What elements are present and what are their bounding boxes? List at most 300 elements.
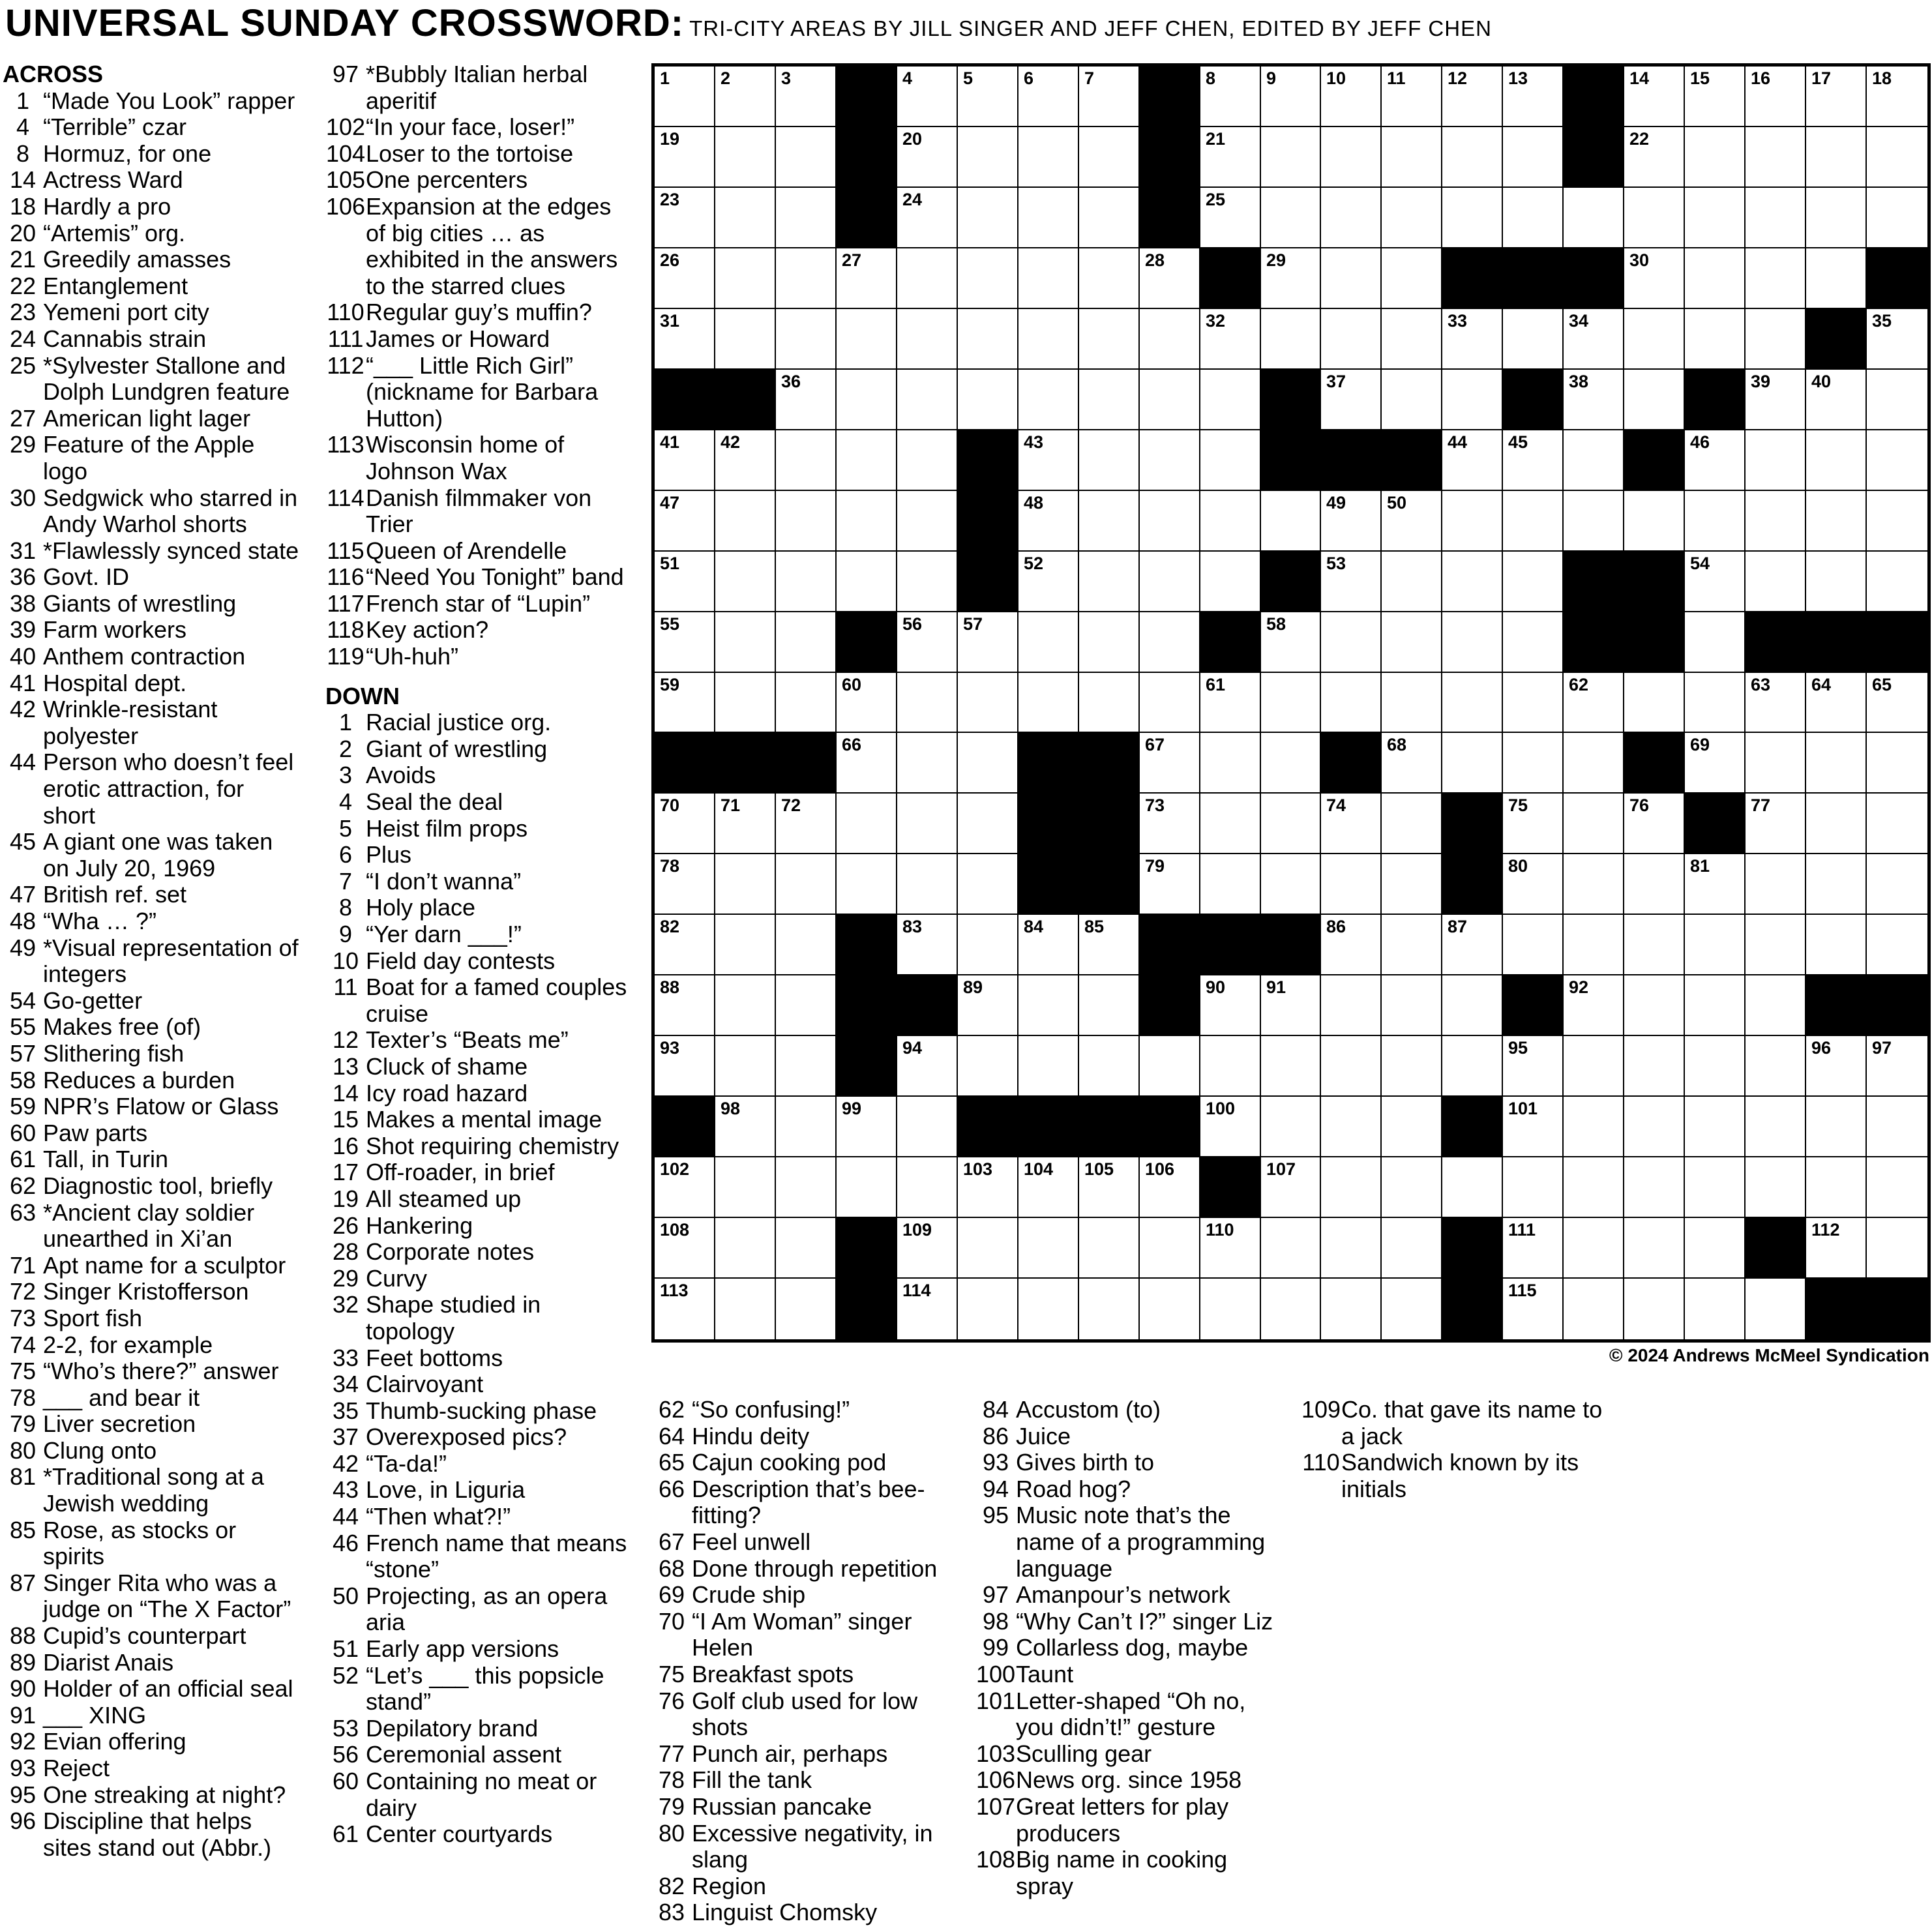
- grid-cell[interactable]: [897, 1036, 958, 1097]
- grid-cell[interactable]: [1261, 1157, 1321, 1218]
- grid-cell[interactable]: [1261, 491, 1321, 552]
- grid-cell[interactable]: [1200, 552, 1261, 612]
- grid-cell[interactable]: [1442, 915, 1503, 975]
- grid-cell[interactable]: [1261, 975, 1321, 1036]
- grid-cell[interactable]: [1200, 1036, 1261, 1097]
- grid-cell[interactable]: [715, 491, 776, 552]
- grid-cell[interactable]: [776, 67, 837, 127]
- grid-cell[interactable]: [897, 309, 958, 370]
- grid-cell[interactable]: [1503, 491, 1564, 552]
- grid-cell[interactable]: [1079, 188, 1140, 248]
- grid-cell[interactable]: [1079, 430, 1140, 491]
- grid-cell[interactable]: [1140, 1218, 1200, 1279]
- grid-cell[interactable]: [1867, 1218, 1927, 1279]
- grid-cell[interactable]: [1321, 552, 1382, 612]
- grid-cell[interactable]: [1321, 915, 1382, 975]
- grid-cell[interactable]: [776, 612, 837, 673]
- grid-cell[interactable]: [1382, 127, 1442, 188]
- grid-cell[interactable]: [1685, 309, 1746, 370]
- grid-cell[interactable]: [1442, 309, 1503, 370]
- grid-cell[interactable]: [1685, 1157, 1746, 1218]
- grid-cell[interactable]: [1685, 248, 1746, 309]
- grid-cell[interactable]: [1624, 1279, 1685, 1339]
- grid-cell[interactable]: [1321, 673, 1382, 733]
- grid-cell[interactable]: [1746, 67, 1806, 127]
- grid-cell[interactable]: [1261, 612, 1321, 673]
- grid-cell[interactable]: [715, 430, 776, 491]
- grid-cell[interactable]: [1564, 370, 1624, 430]
- grid-cell[interactable]: [897, 248, 958, 309]
- grid-cell[interactable]: [1503, 1157, 1564, 1218]
- grid-cell[interactable]: [1503, 188, 1564, 248]
- grid-cell[interactable]: [1746, 1157, 1806, 1218]
- grid-cell[interactable]: [897, 1279, 958, 1339]
- grid-cell[interactable]: [1382, 794, 1442, 854]
- grid-cell[interactable]: [1806, 188, 1867, 248]
- grid-cell[interactable]: [1321, 854, 1382, 915]
- grid-cell[interactable]: [1564, 1218, 1624, 1279]
- grid-cell[interactable]: [1382, 612, 1442, 673]
- grid-cell[interactable]: [655, 1036, 715, 1097]
- grid-cell[interactable]: [1624, 854, 1685, 915]
- grid-cell[interactable]: [1140, 673, 1200, 733]
- grid-cell[interactable]: [1564, 975, 1624, 1036]
- grid-cell[interactable]: [1079, 975, 1140, 1036]
- grid-cell[interactable]: [1382, 491, 1442, 552]
- grid-cell[interactable]: [1261, 1279, 1321, 1339]
- grid-cell[interactable]: [1140, 854, 1200, 915]
- grid-cell[interactable]: [1018, 1157, 1079, 1218]
- grid-cell[interactable]: [1442, 673, 1503, 733]
- grid-cell[interactable]: [1018, 612, 1079, 673]
- grid-cell[interactable]: [1624, 309, 1685, 370]
- grid-cell[interactable]: [1382, 854, 1442, 915]
- grid-cell[interactable]: [897, 370, 958, 430]
- grid-cell[interactable]: [1624, 1036, 1685, 1097]
- grid-cell[interactable]: [897, 733, 958, 794]
- grid-cell[interactable]: [958, 370, 1018, 430]
- grid-cell[interactable]: [1321, 309, 1382, 370]
- grid-cell[interactable]: [1321, 127, 1382, 188]
- grid-cell[interactable]: [1200, 188, 1261, 248]
- grid-cell[interactable]: [1564, 794, 1624, 854]
- grid-cell[interactable]: [1503, 794, 1564, 854]
- grid-cell[interactable]: [1382, 552, 1442, 612]
- grid-cell[interactable]: [1503, 552, 1564, 612]
- grid-cell[interactable]: [837, 794, 897, 854]
- grid-cell[interactable]: [715, 127, 776, 188]
- grid-cell[interactable]: [958, 309, 1018, 370]
- grid-cell[interactable]: [655, 309, 715, 370]
- grid-cell[interactable]: [1261, 188, 1321, 248]
- grid-cell[interactable]: [1018, 491, 1079, 552]
- grid-cell[interactable]: [1442, 491, 1503, 552]
- grid-cell[interactable]: [958, 248, 1018, 309]
- grid-cell[interactable]: [1624, 915, 1685, 975]
- grid-cell[interactable]: [655, 1218, 715, 1279]
- grid-cell[interactable]: [1746, 854, 1806, 915]
- grid-cell[interactable]: [1321, 1157, 1382, 1218]
- grid-cell[interactable]: [776, 673, 837, 733]
- grid-cell[interactable]: [1564, 1157, 1624, 1218]
- grid-cell[interactable]: [715, 854, 776, 915]
- grid-cell[interactable]: [655, 975, 715, 1036]
- grid-cell[interactable]: [1746, 430, 1806, 491]
- grid-cell[interactable]: [1442, 127, 1503, 188]
- grid-cell[interactable]: [1564, 1097, 1624, 1157]
- grid-cell[interactable]: [1564, 309, 1624, 370]
- grid-cell[interactable]: [1200, 491, 1261, 552]
- grid-cell[interactable]: [1867, 430, 1927, 491]
- grid-cell[interactable]: [1140, 248, 1200, 309]
- grid-cell[interactable]: [1382, 188, 1442, 248]
- grid-cell[interactable]: [1564, 915, 1624, 975]
- grid-cell[interactable]: [1079, 309, 1140, 370]
- grid-cell[interactable]: [1503, 854, 1564, 915]
- grid-cell[interactable]: [1746, 733, 1806, 794]
- grid-cell[interactable]: [897, 1218, 958, 1279]
- grid-cell[interactable]: [1503, 915, 1564, 975]
- grid-cell[interactable]: [1624, 248, 1685, 309]
- grid-cell[interactable]: [655, 248, 715, 309]
- grid-cell[interactable]: [1685, 854, 1746, 915]
- grid-cell[interactable]: [1140, 1279, 1200, 1339]
- grid-cell[interactable]: [958, 1218, 1018, 1279]
- grid-cell[interactable]: [1018, 248, 1079, 309]
- grid-cell[interactable]: [655, 854, 715, 915]
- grid-cell[interactable]: [776, 127, 837, 188]
- grid-cell[interactable]: [1200, 794, 1261, 854]
- grid-cell[interactable]: [715, 612, 776, 673]
- grid-cell[interactable]: [1442, 370, 1503, 430]
- grid-cell[interactable]: [897, 794, 958, 854]
- grid-cell[interactable]: [1442, 1157, 1503, 1218]
- grid-cell[interactable]: [958, 1157, 1018, 1218]
- grid-cell[interactable]: [1079, 915, 1140, 975]
- grid-cell[interactable]: [655, 612, 715, 673]
- grid-cell[interactable]: [1261, 309, 1321, 370]
- grid-cell[interactable]: [1200, 673, 1261, 733]
- grid-cell[interactable]: [1200, 975, 1261, 1036]
- grid-cell[interactable]: [1200, 1218, 1261, 1279]
- grid-cell[interactable]: [897, 430, 958, 491]
- grid-cell[interactable]: [1624, 1097, 1685, 1157]
- grid-cell[interactable]: [1382, 733, 1442, 794]
- grid-cell[interactable]: [958, 612, 1018, 673]
- grid-cell[interactable]: [1685, 430, 1746, 491]
- grid-cell[interactable]: [655, 67, 715, 127]
- grid-cell[interactable]: [1867, 127, 1927, 188]
- grid-cell[interactable]: [1261, 854, 1321, 915]
- grid-cell[interactable]: [655, 915, 715, 975]
- grid-cell[interactable]: [1746, 370, 1806, 430]
- grid-cell[interactable]: [1442, 188, 1503, 248]
- grid-cell[interactable]: [776, 552, 837, 612]
- grid-cell[interactable]: [1685, 1218, 1746, 1279]
- grid-cell[interactable]: [1140, 1036, 1200, 1097]
- grid-cell[interactable]: [1685, 1097, 1746, 1157]
- grid-cell[interactable]: [958, 915, 1018, 975]
- grid-cell[interactable]: [1624, 794, 1685, 854]
- grid-cell[interactable]: [1321, 491, 1382, 552]
- grid-cell[interactable]: [1382, 915, 1442, 975]
- grid-cell[interactable]: [958, 127, 1018, 188]
- grid-cell[interactable]: [1261, 1097, 1321, 1157]
- grid-cell[interactable]: [1867, 673, 1927, 733]
- grid-cell[interactable]: [655, 491, 715, 552]
- grid-cell[interactable]: [1382, 309, 1442, 370]
- grid-cell[interactable]: [1018, 67, 1079, 127]
- grid-cell[interactable]: [1321, 794, 1382, 854]
- grid-cell[interactable]: [1382, 248, 1442, 309]
- grid-cell[interactable]: [1382, 1279, 1442, 1339]
- grid-cell[interactable]: [1200, 309, 1261, 370]
- grid-cell[interactable]: [1018, 1036, 1079, 1097]
- grid-cell[interactable]: [958, 673, 1018, 733]
- grid-cell[interactable]: [897, 1157, 958, 1218]
- grid-cell[interactable]: [1079, 1157, 1140, 1218]
- grid-cell[interactable]: [1382, 67, 1442, 127]
- grid-cell[interactable]: [1442, 430, 1503, 491]
- grid-cell[interactable]: [1867, 188, 1927, 248]
- grid-cell[interactable]: [1685, 915, 1746, 975]
- grid-cell[interactable]: [1685, 491, 1746, 552]
- grid-cell[interactable]: [776, 1157, 837, 1218]
- grid-cell[interactable]: [1321, 188, 1382, 248]
- grid-cell[interactable]: [1503, 430, 1564, 491]
- grid-cell[interactable]: [1806, 248, 1867, 309]
- grid-cell[interactable]: [1079, 1218, 1140, 1279]
- grid-cell[interactable]: [715, 248, 776, 309]
- grid-cell[interactable]: [897, 915, 958, 975]
- grid-cell[interactable]: [958, 975, 1018, 1036]
- grid-cell[interactable]: [1867, 309, 1927, 370]
- grid-cell[interactable]: [1140, 491, 1200, 552]
- grid-cell[interactable]: [1867, 491, 1927, 552]
- grid-cell[interactable]: [1746, 673, 1806, 733]
- grid-cell[interactable]: [1685, 612, 1746, 673]
- grid-cell[interactable]: [1382, 370, 1442, 430]
- grid-cell[interactable]: [715, 188, 776, 248]
- grid-cell[interactable]: [715, 915, 776, 975]
- grid-cell[interactable]: [1624, 491, 1685, 552]
- grid-cell[interactable]: [1261, 67, 1321, 127]
- grid-cell[interactable]: [1867, 552, 1927, 612]
- grid-cell[interactable]: [1564, 1036, 1624, 1097]
- grid-cell[interactable]: [1018, 1218, 1079, 1279]
- grid-cell[interactable]: [1261, 1218, 1321, 1279]
- grid-cell[interactable]: [1503, 127, 1564, 188]
- grid-cell[interactable]: [776, 975, 837, 1036]
- grid-cell[interactable]: [1442, 612, 1503, 673]
- grid-cell[interactable]: [1564, 673, 1624, 733]
- grid-cell[interactable]: [1746, 794, 1806, 854]
- grid-cell[interactable]: [1200, 127, 1261, 188]
- grid-cell[interactable]: [1382, 673, 1442, 733]
- grid-cell[interactable]: [1140, 552, 1200, 612]
- grid-cell[interactable]: [958, 1036, 1018, 1097]
- grid-cell[interactable]: [776, 854, 837, 915]
- grid-cell[interactable]: [897, 491, 958, 552]
- grid-cell[interactable]: [776, 915, 837, 975]
- grid-cell[interactable]: [776, 248, 837, 309]
- grid-cell[interactable]: [1261, 1036, 1321, 1097]
- grid-cell[interactable]: [1261, 673, 1321, 733]
- grid-cell[interactable]: [715, 1157, 776, 1218]
- grid-cell[interactable]: [837, 552, 897, 612]
- grid-cell[interactable]: [1321, 1036, 1382, 1097]
- grid-cell[interactable]: [776, 188, 837, 248]
- grid-cell[interactable]: [715, 975, 776, 1036]
- grid-cell[interactable]: [1382, 1218, 1442, 1279]
- grid-cell[interactable]: [897, 67, 958, 127]
- grid-cell[interactable]: [837, 1097, 897, 1157]
- grid-cell[interactable]: [837, 491, 897, 552]
- grid-cell[interactable]: [1321, 370, 1382, 430]
- grid-cell[interactable]: [1867, 915, 1927, 975]
- grid-cell[interactable]: [776, 1036, 837, 1097]
- grid-cell[interactable]: [715, 1218, 776, 1279]
- grid-cell[interactable]: [776, 370, 837, 430]
- grid-cell[interactable]: [958, 733, 1018, 794]
- grid-cell[interactable]: [837, 673, 897, 733]
- grid-cell[interactable]: [1806, 491, 1867, 552]
- grid-cell[interactable]: [1321, 1279, 1382, 1339]
- grid-cell[interactable]: [1867, 854, 1927, 915]
- grid-cell[interactable]: [1382, 975, 1442, 1036]
- grid-cell[interactable]: [1321, 975, 1382, 1036]
- grid-cell[interactable]: [1321, 248, 1382, 309]
- grid-cell[interactable]: [1018, 915, 1079, 975]
- grid-cell[interactable]: [1685, 975, 1746, 1036]
- grid-cell[interactable]: [1746, 309, 1806, 370]
- grid-cell[interactable]: [1867, 370, 1927, 430]
- grid-cell[interactable]: [1624, 1218, 1685, 1279]
- grid-cell[interactable]: [1806, 854, 1867, 915]
- grid-cell[interactable]: [897, 127, 958, 188]
- grid-cell[interactable]: [1018, 1279, 1079, 1339]
- grid-cell[interactable]: [1503, 1279, 1564, 1339]
- grid-cell[interactable]: [655, 1279, 715, 1339]
- grid-cell[interactable]: [715, 1097, 776, 1157]
- grid-cell[interactable]: [958, 1279, 1018, 1339]
- grid-cell[interactable]: [655, 552, 715, 612]
- grid-cell[interactable]: [715, 673, 776, 733]
- grid-cell[interactable]: [1079, 248, 1140, 309]
- grid-cell[interactable]: [1140, 370, 1200, 430]
- grid-cell[interactable]: [1806, 370, 1867, 430]
- grid-cell[interactable]: [1685, 1279, 1746, 1339]
- grid-cell[interactable]: [897, 854, 958, 915]
- grid-cell[interactable]: [1746, 188, 1806, 248]
- grid-cell[interactable]: [1018, 309, 1079, 370]
- grid-cell[interactable]: [837, 854, 897, 915]
- grid-cell[interactable]: [837, 430, 897, 491]
- grid-cell[interactable]: [1746, 491, 1806, 552]
- grid-cell[interactable]: [715, 552, 776, 612]
- grid-cell[interactable]: [1806, 1036, 1867, 1097]
- grid-cell[interactable]: [1140, 794, 1200, 854]
- grid-cell[interactable]: [1079, 552, 1140, 612]
- grid-cell[interactable]: [1503, 309, 1564, 370]
- grid-cell[interactable]: [1806, 1097, 1867, 1157]
- grid-cell[interactable]: [1079, 1036, 1140, 1097]
- grid-cell[interactable]: [1564, 430, 1624, 491]
- grid-cell[interactable]: [897, 188, 958, 248]
- grid-cell[interactable]: [1746, 248, 1806, 309]
- grid-cell[interactable]: [958, 188, 1018, 248]
- grid-cell[interactable]: [1442, 1036, 1503, 1097]
- grid-cell[interactable]: [1746, 1036, 1806, 1097]
- grid-cell[interactable]: [1867, 67, 1927, 127]
- grid-cell[interactable]: [837, 733, 897, 794]
- grid-cell[interactable]: [1746, 975, 1806, 1036]
- grid-cell[interactable]: [1564, 733, 1624, 794]
- grid-cell[interactable]: [1503, 1097, 1564, 1157]
- grid-cell[interactable]: [1624, 127, 1685, 188]
- grid-cell[interactable]: [1261, 248, 1321, 309]
- grid-cell[interactable]: [1867, 733, 1927, 794]
- grid-cell[interactable]: [1321, 1218, 1382, 1279]
- grid-cell[interactable]: [1685, 127, 1746, 188]
- grid-cell[interactable]: [1261, 794, 1321, 854]
- grid-cell[interactable]: [837, 248, 897, 309]
- grid-cell[interactable]: [1564, 491, 1624, 552]
- grid-cell[interactable]: [1806, 430, 1867, 491]
- grid-cell[interactable]: [715, 1036, 776, 1097]
- grid-cell[interactable]: [776, 430, 837, 491]
- grid-cell[interactable]: [1806, 794, 1867, 854]
- grid-cell[interactable]: [1079, 491, 1140, 552]
- grid-cell[interactable]: [1564, 1279, 1624, 1339]
- grid-cell[interactable]: [1079, 67, 1140, 127]
- grid-cell[interactable]: [1442, 975, 1503, 1036]
- grid-cell[interactable]: [1321, 1097, 1382, 1157]
- grid-cell[interactable]: [1806, 1218, 1867, 1279]
- grid-cell[interactable]: [1200, 67, 1261, 127]
- grid-cell[interactable]: [1746, 915, 1806, 975]
- grid-cell[interactable]: [1685, 67, 1746, 127]
- grid-cell[interactable]: [776, 1218, 837, 1279]
- grid-cell[interactable]: [1018, 552, 1079, 612]
- grid-cell[interactable]: [1624, 673, 1685, 733]
- grid-cell[interactable]: [1624, 67, 1685, 127]
- grid-cell[interactable]: [897, 552, 958, 612]
- grid-cell[interactable]: [1261, 127, 1321, 188]
- grid-cell[interactable]: [1018, 370, 1079, 430]
- grid-cell[interactable]: [897, 673, 958, 733]
- grid-cell[interactable]: [1867, 794, 1927, 854]
- grid-cell[interactable]: [1746, 127, 1806, 188]
- grid-cell[interactable]: [1200, 854, 1261, 915]
- grid-cell[interactable]: [1382, 1157, 1442, 1218]
- grid-cell[interactable]: [655, 673, 715, 733]
- grid-cell[interactable]: [1079, 127, 1140, 188]
- grid-cell[interactable]: [1806, 127, 1867, 188]
- grid-cell[interactable]: [1140, 612, 1200, 673]
- grid-cell[interactable]: [1140, 430, 1200, 491]
- grid-cell[interactable]: [1442, 67, 1503, 127]
- grid-cell[interactable]: [1382, 1097, 1442, 1157]
- grid-cell[interactable]: [776, 491, 837, 552]
- grid-cell[interactable]: [1503, 67, 1564, 127]
- grid-cell[interactable]: [1746, 552, 1806, 612]
- grid-cell[interactable]: [837, 309, 897, 370]
- grid-cell[interactable]: [655, 127, 715, 188]
- grid-cell[interactable]: [1321, 612, 1382, 673]
- grid-cell[interactable]: [1200, 1097, 1261, 1157]
- grid-cell[interactable]: [1018, 127, 1079, 188]
